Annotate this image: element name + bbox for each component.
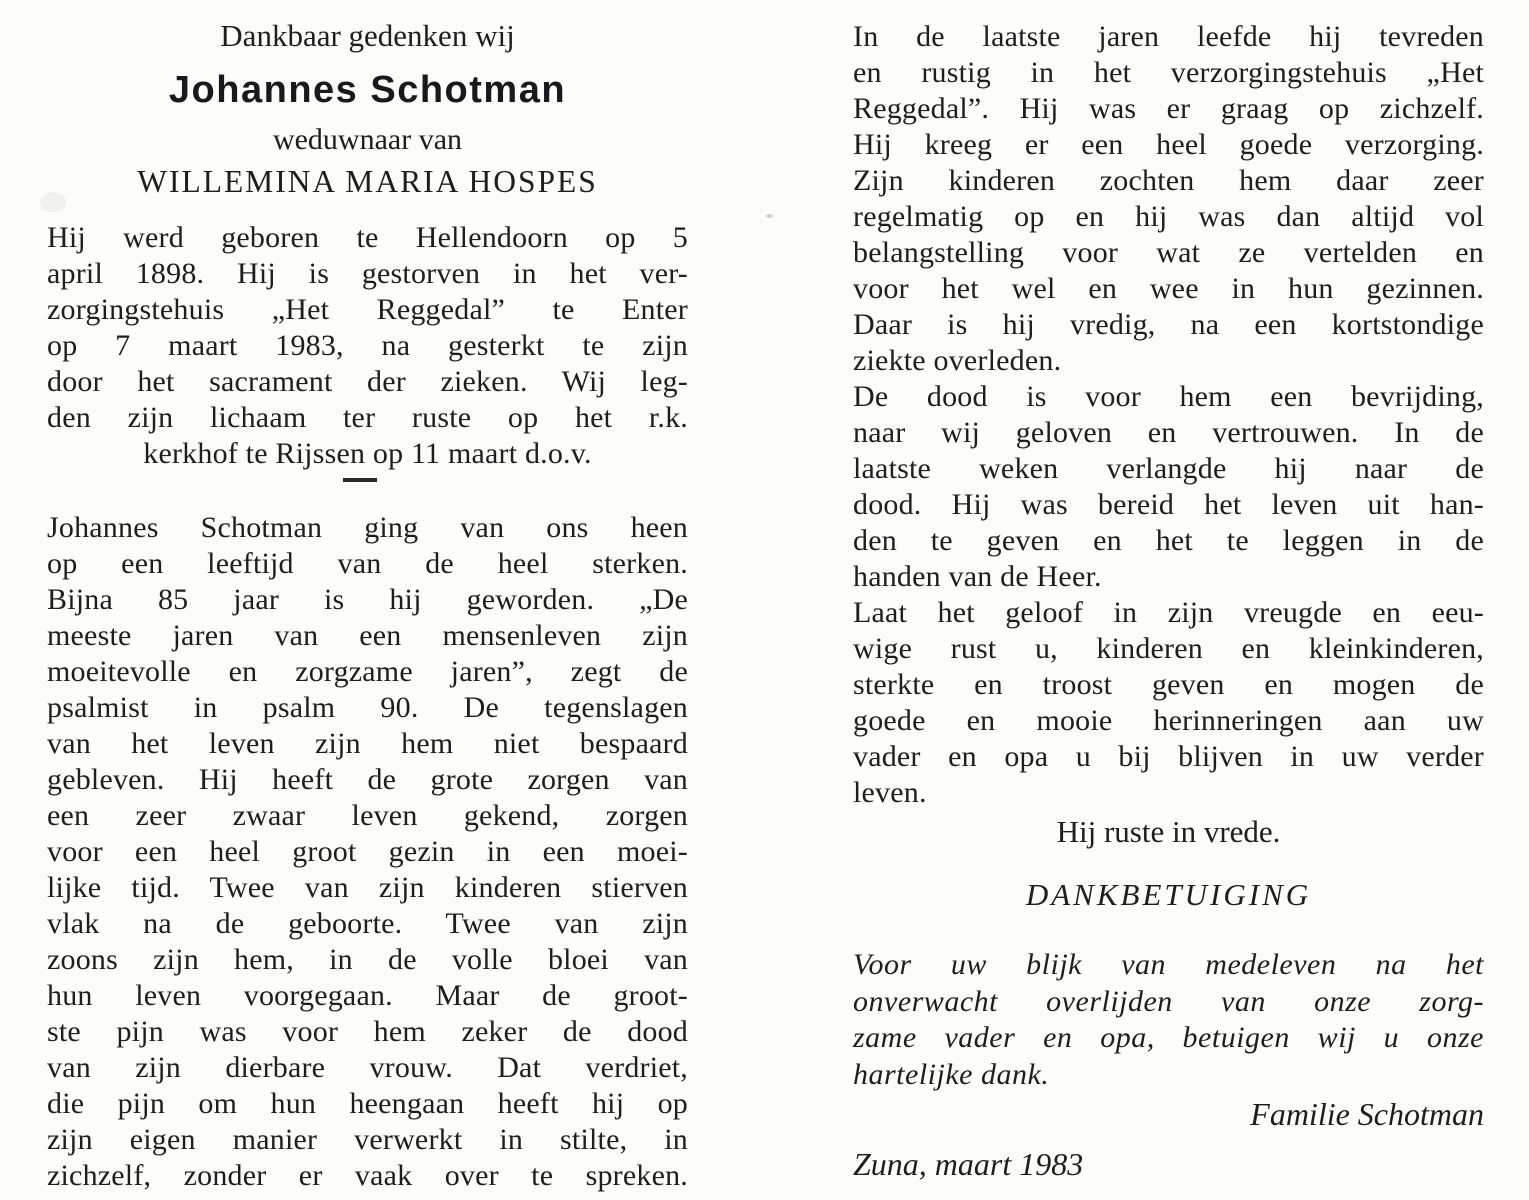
text-line: Laat het geloof in zijn vreugde en eeu- xyxy=(853,596,1484,629)
text-line: wige rust u, kinderen en kleinkinderen, xyxy=(853,632,1484,665)
text-line: hartelijke dank. xyxy=(853,1057,1050,1091)
section-divider xyxy=(47,478,688,482)
intro-line: Dankbaar gedenken wij xyxy=(220,18,515,53)
text-line: van het leven zijn hem niet bespaard xyxy=(47,727,688,760)
right-column xyxy=(853,0,1484,1200)
left-column xyxy=(47,0,688,1200)
text-line: Daar is hij vredig, na een kortstondige xyxy=(853,308,1484,341)
text-line: op 7 maart 1983, na gesterkt te zijn xyxy=(47,329,688,362)
text-line: meeste jaren van een mensenleven zijn xyxy=(47,619,688,652)
family-signature: Familie Schotman xyxy=(1250,1096,1484,1132)
text-line: zame vader en opa, betuigen wij u onze xyxy=(853,1021,1484,1054)
relation-line: weduwnaar van xyxy=(272,123,463,156)
text-line: belangstelling voor wat ze vertelden en xyxy=(853,236,1484,269)
deceased-name: Johannes Schotman xyxy=(168,69,567,111)
text-line: regelmatig op en hij was dan altijd vol xyxy=(853,200,1484,233)
text-line: Hij werd geboren te Hellendoorn op 5 xyxy=(47,221,688,254)
text-line: Hij kreeg er een heel goede verzorging. xyxy=(853,128,1484,161)
text-line: den zijn lichaam ter ruste op het r.k. xyxy=(47,401,688,434)
text-line: dood. Hij was bereid het leven uit han- xyxy=(853,488,1484,521)
life-story-paragraph xyxy=(47,510,688,1194)
text-line: In de laatste jaren leefde hij tevreden xyxy=(853,20,1484,53)
place-date-line: Zuna, maart 1983 xyxy=(853,1146,1084,1182)
text-line: voor een heel groot gezin in een moei- xyxy=(47,835,688,868)
text-line: vader en opa u bij blijven in uw verder xyxy=(853,740,1484,773)
divider-dash xyxy=(343,478,377,482)
acknowledgement-paragraph xyxy=(853,947,1484,1093)
text-line: april 1898. Hij is gestorven in het ver- xyxy=(47,257,688,290)
scan-smudge xyxy=(40,192,66,212)
text-line: De dood is voor hem een bevrijding, xyxy=(853,380,1484,413)
text-line: Reggedal”. Hij was er graag op zichzelf. xyxy=(853,92,1484,125)
text-line: en rustig in het verzorgingstehuis „Het xyxy=(853,56,1484,89)
text-line: vlak na de geboorte. Twee van zijn xyxy=(47,907,688,940)
text-line: zijn eigen manier verwerkt in stilte, in xyxy=(47,1123,688,1156)
text-line: gebleven. Hij heeft de grote zorgen van xyxy=(47,763,688,796)
text-line: handen van de Heer. xyxy=(853,560,1102,593)
text-line: laatste weken verlangde hij naar de xyxy=(853,452,1484,485)
text-line: kerkhof te Rijssen op 11 maart d.o.v. xyxy=(143,437,592,470)
text-line: psalmist in psalm 90. De tegenslagen xyxy=(47,691,688,724)
spouse-name: WILLEMINA MARIA HOSPES xyxy=(137,164,598,199)
text-line: hun leven voorgegaan. Maar de groot- xyxy=(47,979,688,1012)
text-line: zoons zijn hem, in de volle bloei van xyxy=(47,943,688,976)
text-line: den te geven en het te leggen in de xyxy=(853,524,1484,557)
text-line: een zeer zwaar leven gekend, zorgen xyxy=(47,799,688,832)
rest-in-peace-line: Hij ruste in vrede. xyxy=(1056,814,1281,849)
text-line: door het sacrament der zieken. Wij leg- xyxy=(47,365,688,398)
acknowledgement-heading: DANKBETUIGING xyxy=(1025,877,1312,912)
text-line: Bijna 85 jaar is hij geworden. „De xyxy=(47,583,688,616)
text-line: sterkte en troost geven en mogen de xyxy=(853,668,1484,701)
final-years-paragraph xyxy=(853,19,1484,811)
birth-death-paragraph xyxy=(47,220,688,472)
text-line: die pijn om hun heengaan heeft hij op xyxy=(47,1087,688,1120)
text-line: ste pijn was voor hem zeker de dood xyxy=(47,1015,688,1048)
text-line: op een leeftijd van de heel sterken. xyxy=(47,547,688,580)
text-line: lijke tijd. Twee van zijn kinderen stierven xyxy=(47,871,688,904)
text-line: van zijn dierbare vrouw. Dat verdriet, xyxy=(47,1051,688,1084)
text-line: voor het wel en wee in hun gezinnen. xyxy=(853,272,1484,305)
text-line: Voor uw blijk van medeleven na het xyxy=(853,948,1484,981)
text-line: Johannes Schotman ging van ons heen xyxy=(47,511,688,544)
text-line: zorgingstehuis „Het Reggedal” te Enter xyxy=(47,293,688,326)
text-line: leven. xyxy=(853,776,927,809)
text-line: goede en mooie herinneringen aan uw xyxy=(853,704,1484,737)
text-line: Zijn kinderen zochten hem daar zeer xyxy=(853,164,1484,197)
text-line: naar wij geloven en vertrouwen. In de xyxy=(853,416,1484,449)
text-line: moeitevolle en zorgzame jaren”, zegt de xyxy=(47,655,688,688)
scan-speck xyxy=(766,214,773,218)
text-line: zichzelf, zonder er vaak over te spreken. xyxy=(47,1159,688,1192)
text-line: onverwacht overlijden van onze zorg- xyxy=(853,984,1484,1018)
text-line: ziekte overleden. xyxy=(853,344,1062,377)
